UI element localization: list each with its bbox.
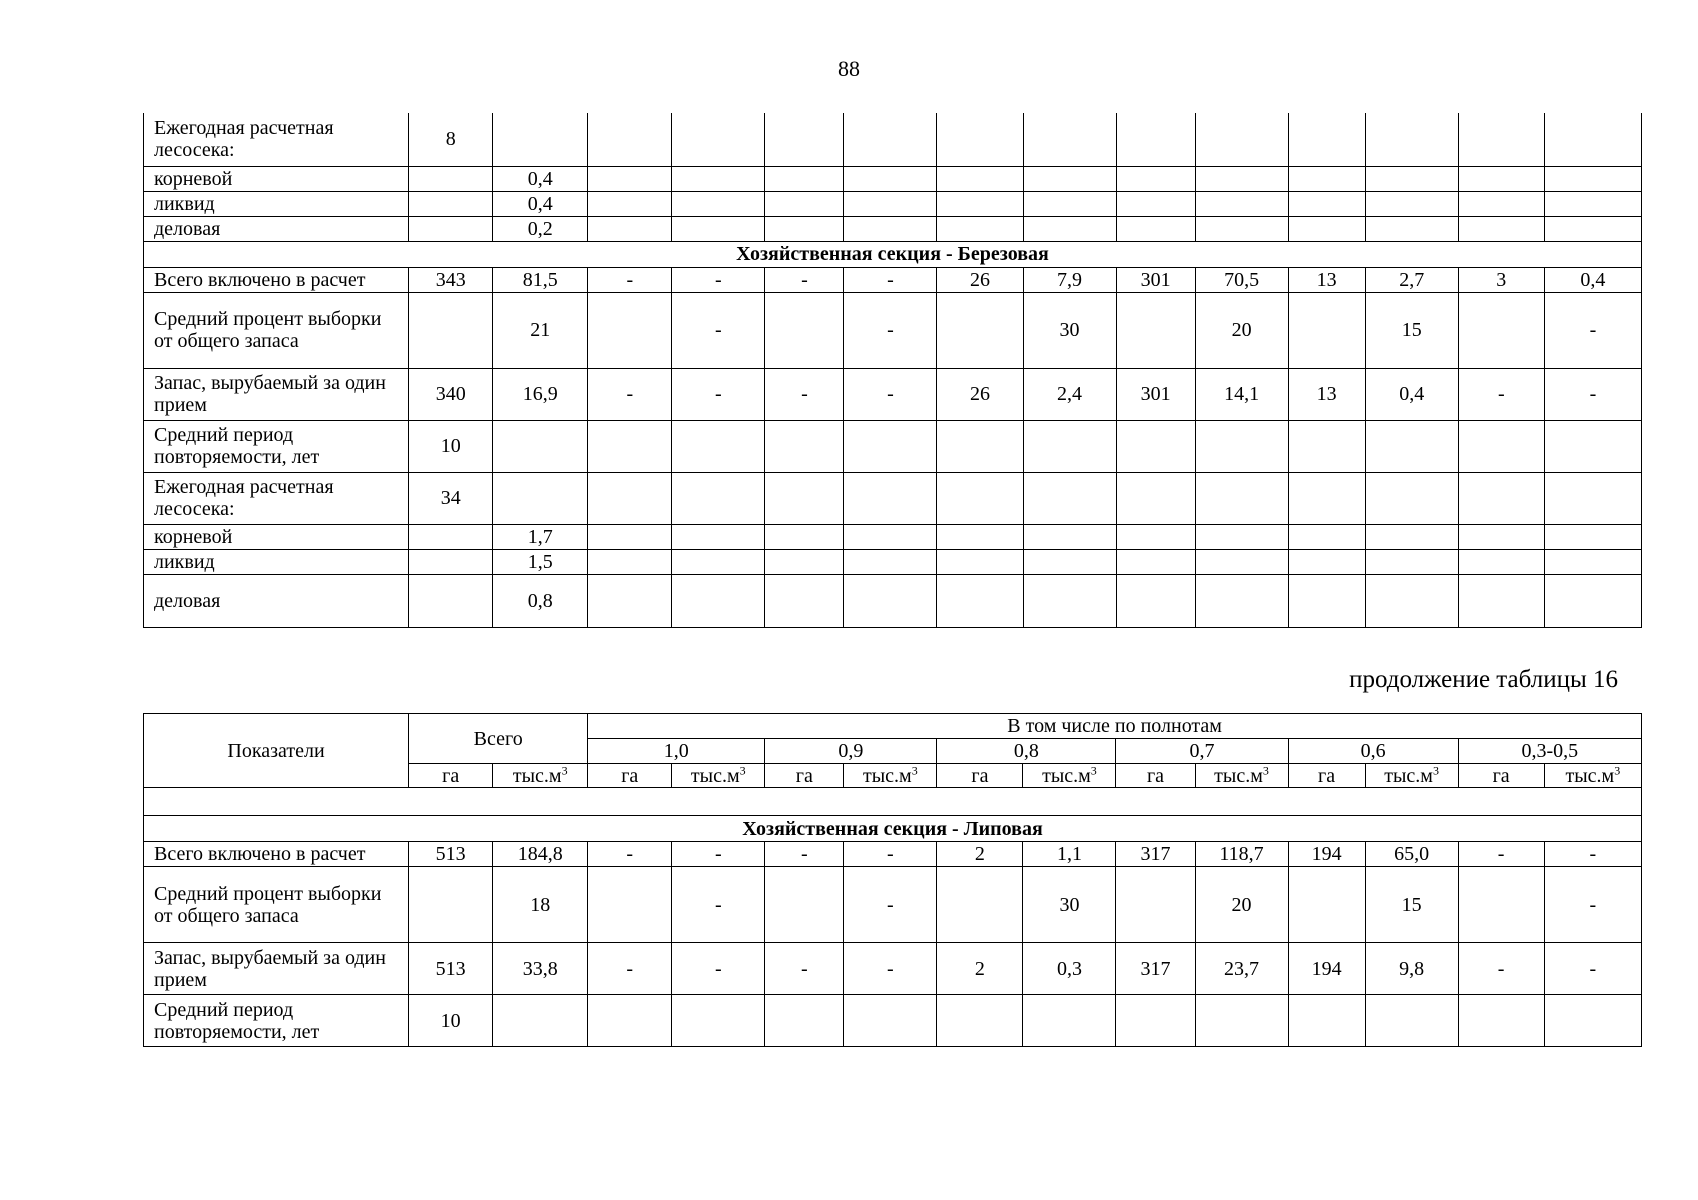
data-cell: 343 — [409, 267, 493, 292]
data-cell — [765, 472, 844, 524]
data-cell: - — [672, 292, 765, 368]
header-indicators: Показатели — [144, 714, 409, 788]
data-cell: 20 — [1195, 867, 1288, 943]
table-row — [144, 524, 1642, 549]
data-cell: 9,8 — [1365, 943, 1458, 995]
data-cell: 118,7 — [1195, 842, 1288, 867]
bottom-table-body — [144, 816, 1642, 1047]
row-label: Ежегодная расчетная лесосека: — [144, 113, 409, 166]
data-cell — [937, 216, 1023, 241]
row-label: корневой — [144, 166, 409, 191]
data-cell — [1023, 574, 1116, 627]
data-cell — [1544, 995, 1641, 1047]
row-label: Всего включено в расчет — [144, 842, 409, 867]
data-cell: 33,8 — [493, 943, 588, 995]
empty-cell — [144, 788, 1642, 816]
data-cell: 30 — [1023, 292, 1116, 368]
data-cell: 194 — [1288, 943, 1365, 995]
continuation-caption: продолжение таблицы 16 — [1349, 666, 1618, 693]
table-row — [144, 995, 1642, 1047]
data-cell — [765, 524, 844, 549]
data-cell — [1458, 191, 1544, 216]
data-cell — [1023, 472, 1116, 524]
row-label: деловая — [144, 574, 409, 627]
data-cell — [409, 216, 493, 241]
data-cell: 20 — [1195, 292, 1288, 368]
data-cell — [1288, 113, 1365, 166]
data-cell — [1195, 191, 1288, 216]
data-cell — [937, 995, 1023, 1047]
data-cell — [1288, 524, 1365, 549]
data-cell: 70,5 — [1195, 267, 1288, 292]
top-table-body — [144, 113, 1642, 627]
data-cell: 0,4 — [493, 166, 588, 191]
data-cell — [1458, 574, 1544, 627]
data-cell: 2 — [937, 842, 1023, 867]
data-cell — [672, 574, 765, 627]
table-row — [144, 472, 1642, 524]
data-cell — [1544, 549, 1641, 574]
section-row — [144, 816, 1642, 842]
data-cell: 21 — [493, 292, 588, 368]
data-cell — [1544, 191, 1641, 216]
data-cell — [1116, 524, 1195, 549]
data-cell — [937, 166, 1023, 191]
data-cell: 1,7 — [493, 524, 588, 549]
data-cell — [1365, 420, 1458, 472]
data-cell — [409, 867, 493, 943]
data-cell — [1458, 113, 1544, 166]
data-cell: - — [672, 842, 765, 867]
data-cell — [588, 867, 672, 943]
data-cell: 2,7 — [1365, 267, 1458, 292]
data-cell: - — [844, 867, 937, 943]
data-cell: 194 — [1288, 842, 1365, 867]
data-cell — [1544, 216, 1641, 241]
data-cell — [1195, 113, 1288, 166]
data-cell — [409, 549, 493, 574]
row-label: Средний процент выборки от общего запаса — [144, 292, 409, 368]
data-cell: - — [1458, 842, 1544, 867]
data-cell — [493, 113, 588, 166]
data-cell: - — [1544, 292, 1641, 368]
unit-volume: $тыс.м^3$ — [844, 764, 937, 788]
section-title: Хозяйственная секция - Березовая — [144, 241, 1642, 267]
data-cell — [409, 292, 493, 368]
data-cell — [409, 574, 493, 627]
data-cell — [765, 191, 844, 216]
data-cell: 14,1 — [1195, 368, 1288, 420]
data-cell: 0,4 — [1365, 368, 1458, 420]
data-cell: - — [1544, 368, 1641, 420]
data-cell — [1288, 995, 1365, 1047]
data-cell: 8 — [409, 113, 493, 166]
data-cell — [937, 549, 1023, 574]
data-cell: 26 — [937, 267, 1023, 292]
data-cell: - — [672, 867, 765, 943]
data-cell: - — [765, 267, 844, 292]
data-cell — [1195, 995, 1288, 1047]
data-cell: 34 — [409, 472, 493, 524]
data-cell — [1116, 166, 1195, 191]
data-cell — [765, 867, 844, 943]
data-cell: 184,8 — [493, 842, 588, 867]
bottom-table-header — [144, 714, 1642, 816]
data-cell — [1195, 574, 1288, 627]
data-cell — [1195, 420, 1288, 472]
data-cell — [765, 420, 844, 472]
data-cell — [1458, 472, 1544, 524]
data-cell — [588, 292, 672, 368]
data-cell: 317 — [1116, 943, 1195, 995]
table-row — [144, 113, 1642, 166]
bottom-table — [143, 713, 1642, 1047]
data-cell — [765, 574, 844, 627]
data-cell — [1458, 524, 1544, 549]
data-cell — [1195, 166, 1288, 191]
data-cell — [937, 867, 1023, 943]
data-cell: - — [1544, 842, 1641, 867]
data-cell — [1116, 867, 1195, 943]
data-cell: 2,4 — [1023, 368, 1116, 420]
data-cell — [1195, 216, 1288, 241]
data-cell — [672, 216, 765, 241]
unit-area: га — [937, 764, 1023, 788]
data-cell — [1288, 867, 1365, 943]
data-cell — [1023, 113, 1116, 166]
data-cell: - — [1544, 867, 1641, 943]
row-label: Средний процент выборки от общего запаса — [144, 867, 409, 943]
data-cell: 65,0 — [1365, 842, 1458, 867]
data-cell — [672, 549, 765, 574]
table-row — [144, 216, 1642, 241]
data-cell — [1365, 166, 1458, 191]
table-row — [144, 574, 1642, 627]
data-cell: 1,1 — [1023, 842, 1116, 867]
data-cell: - — [1544, 943, 1641, 995]
row-label: ликвид — [144, 549, 409, 574]
data-cell — [1458, 549, 1544, 574]
table-row — [144, 191, 1642, 216]
data-cell — [937, 292, 1023, 368]
data-cell — [672, 166, 765, 191]
data-cell: 26 — [937, 368, 1023, 420]
data-cell — [588, 524, 672, 549]
data-cell — [1023, 549, 1116, 574]
data-cell: 13 — [1288, 267, 1365, 292]
data-cell: - — [672, 368, 765, 420]
data-cell — [1365, 574, 1458, 627]
data-cell — [1458, 216, 1544, 241]
data-cell — [1023, 420, 1116, 472]
data-cell: - — [588, 267, 672, 292]
data-cell: 10 — [409, 995, 493, 1047]
data-cell — [1288, 420, 1365, 472]
data-cell — [1458, 995, 1544, 1047]
data-cell: 340 — [409, 368, 493, 420]
unit-area: га — [1458, 764, 1544, 788]
data-cell: 2 — [937, 943, 1023, 995]
row-label: Запас, вырубаемый за один прием — [144, 368, 409, 420]
data-cell — [844, 995, 937, 1047]
data-cell: 81,5 — [493, 267, 588, 292]
unit-volume: $тыс.м^3$ — [672, 764, 765, 788]
data-cell — [672, 995, 765, 1047]
data-cell — [937, 113, 1023, 166]
data-cell — [588, 420, 672, 472]
data-cell — [1023, 191, 1116, 216]
data-cell — [588, 574, 672, 627]
data-cell — [937, 524, 1023, 549]
data-cell — [1116, 216, 1195, 241]
data-cell — [1458, 292, 1544, 368]
data-cell — [1288, 472, 1365, 524]
data-cell — [765, 549, 844, 574]
data-cell: 10 — [409, 420, 493, 472]
data-cell — [672, 420, 765, 472]
unit-volume: $тыс.м^3$ — [1023, 764, 1116, 788]
data-cell: - — [1458, 368, 1544, 420]
data-cell: 301 — [1116, 368, 1195, 420]
data-cell — [1544, 524, 1641, 549]
table-row — [144, 549, 1642, 574]
table-row — [144, 292, 1642, 368]
row-label: деловая — [144, 216, 409, 241]
data-cell — [937, 420, 1023, 472]
data-cell — [1365, 113, 1458, 166]
header-total: Всего — [409, 714, 588, 764]
data-cell — [1544, 166, 1641, 191]
header-density: 0,3-0,5 — [1458, 739, 1641, 764]
data-cell: 15 — [1365, 292, 1458, 368]
data-cell: - — [765, 842, 844, 867]
data-cell — [1288, 216, 1365, 241]
data-cell — [1288, 549, 1365, 574]
data-cell — [1195, 472, 1288, 524]
data-cell — [1365, 216, 1458, 241]
data-cell: - — [672, 943, 765, 995]
unit-volume: $тыс.м^3$ — [1544, 764, 1641, 788]
section-title: Хозяйственная секция - Липовая — [144, 816, 1642, 842]
row-label: Всего включено в расчет — [144, 267, 409, 292]
unit-area: га — [1288, 764, 1365, 788]
data-cell — [409, 191, 493, 216]
data-cell — [1116, 574, 1195, 627]
data-cell: - — [844, 292, 937, 368]
data-cell — [1288, 166, 1365, 191]
data-cell: - — [844, 842, 937, 867]
data-cell: 7,9 — [1023, 267, 1116, 292]
data-cell: 317 — [1116, 842, 1195, 867]
data-cell — [765, 216, 844, 241]
data-cell — [1116, 995, 1195, 1047]
data-cell — [1458, 867, 1544, 943]
data-cell — [1116, 113, 1195, 166]
data-cell — [493, 472, 588, 524]
table-row — [144, 368, 1642, 420]
data-cell: 13 — [1288, 368, 1365, 420]
top-table — [143, 113, 1642, 628]
empty-row — [144, 788, 1642, 816]
table-row — [144, 267, 1642, 292]
data-cell — [937, 574, 1023, 627]
data-cell: 0,2 — [493, 216, 588, 241]
row-label: Средний период повторяемости, лет — [144, 420, 409, 472]
header-density: 0,7 — [1116, 739, 1288, 764]
data-cell — [672, 191, 765, 216]
data-cell — [1116, 420, 1195, 472]
row-label: ликвид — [144, 191, 409, 216]
data-cell — [1544, 113, 1641, 166]
data-cell — [1544, 472, 1641, 524]
data-cell: 513 — [409, 842, 493, 867]
data-cell — [844, 113, 937, 166]
data-cell — [765, 995, 844, 1047]
data-cell: 16,9 — [493, 368, 588, 420]
data-cell — [409, 166, 493, 191]
data-cell — [1116, 549, 1195, 574]
row-label: Средний период повторяемости, лет — [144, 995, 409, 1047]
data-cell — [844, 574, 937, 627]
data-cell — [1288, 191, 1365, 216]
data-cell — [672, 472, 765, 524]
row-label: Ежегодная расчетная лесосека: — [144, 472, 409, 524]
data-cell — [493, 995, 588, 1047]
data-cell — [1195, 549, 1288, 574]
data-cell — [1116, 472, 1195, 524]
data-cell — [1544, 420, 1641, 472]
data-cell — [1023, 216, 1116, 241]
data-cell — [588, 166, 672, 191]
data-cell — [1365, 191, 1458, 216]
row-label: корневой — [144, 524, 409, 549]
data-cell — [588, 472, 672, 524]
data-cell — [1458, 166, 1544, 191]
data-cell: 0,3 — [1023, 943, 1116, 995]
data-cell — [588, 995, 672, 1047]
data-cell: 3 — [1458, 267, 1544, 292]
unit-area: га — [409, 764, 493, 788]
unit-area: га — [765, 764, 844, 788]
data-cell: 30 — [1023, 867, 1116, 943]
row-label: Запас, вырубаемый за один прием — [144, 943, 409, 995]
data-cell: - — [844, 368, 937, 420]
data-cell — [1458, 420, 1544, 472]
data-cell — [844, 191, 937, 216]
data-cell: 15 — [1365, 867, 1458, 943]
data-cell: - — [844, 267, 937, 292]
data-cell — [844, 216, 937, 241]
data-cell — [1365, 472, 1458, 524]
data-cell: - — [672, 267, 765, 292]
data-cell: 513 — [409, 943, 493, 995]
data-cell — [1288, 574, 1365, 627]
data-cell — [1544, 574, 1641, 627]
data-cell — [1023, 166, 1116, 191]
section-row — [144, 241, 1642, 267]
data-cell: - — [588, 368, 672, 420]
data-cell: - — [588, 842, 672, 867]
data-cell: 23,7 — [1195, 943, 1288, 995]
table-row — [144, 867, 1642, 943]
data-cell — [1116, 191, 1195, 216]
unit-area: га — [1116, 764, 1195, 788]
header-density: 1,0 — [588, 739, 765, 764]
header-including-by-density: В том числе по полнотам — [588, 714, 1642, 739]
data-cell — [1116, 292, 1195, 368]
header-density: 0,8 — [937, 739, 1116, 764]
header-density: 0,9 — [765, 739, 937, 764]
data-cell — [844, 472, 937, 524]
data-cell — [844, 524, 937, 549]
data-cell — [588, 113, 672, 166]
data-cell — [493, 420, 588, 472]
table-row — [144, 943, 1642, 995]
table-row — [144, 842, 1642, 867]
data-cell — [1195, 524, 1288, 549]
data-cell: 301 — [1116, 267, 1195, 292]
data-cell: - — [765, 368, 844, 420]
data-cell: 1,5 — [493, 549, 588, 574]
data-cell: 0,4 — [493, 191, 588, 216]
header-density: 0,6 — [1288, 739, 1458, 764]
data-cell: - — [1458, 943, 1544, 995]
unit-volume: $тыс.м^3$ — [1365, 764, 1458, 788]
data-cell — [844, 549, 937, 574]
data-cell: 18 — [493, 867, 588, 943]
data-cell — [1288, 292, 1365, 368]
data-cell — [1365, 549, 1458, 574]
data-cell — [1023, 524, 1116, 549]
table-row — [144, 166, 1642, 191]
data-cell — [844, 166, 937, 191]
data-cell — [844, 420, 937, 472]
data-cell — [672, 524, 765, 549]
data-cell — [588, 549, 672, 574]
data-cell: 0,8 — [493, 574, 588, 627]
data-cell — [937, 472, 1023, 524]
page-number: 88 — [838, 56, 860, 81]
data-cell: - — [588, 943, 672, 995]
data-cell — [765, 166, 844, 191]
data-cell — [1023, 995, 1116, 1047]
unit-volume: $тыс.м^3$ — [493, 764, 588, 788]
data-cell — [1365, 995, 1458, 1047]
data-cell — [937, 191, 1023, 216]
unit-volume: $тыс.м^3$ — [1195, 764, 1288, 788]
data-cell: 0,4 — [1544, 267, 1641, 292]
data-cell — [672, 113, 765, 166]
data-cell — [409, 524, 493, 549]
table-row — [144, 420, 1642, 472]
data-cell — [765, 113, 844, 166]
data-cell — [588, 191, 672, 216]
data-cell: - — [844, 943, 937, 995]
data-cell: - — [765, 943, 844, 995]
data-cell — [588, 216, 672, 241]
unit-area: га — [588, 764, 672, 788]
data-cell — [765, 292, 844, 368]
data-cell — [1365, 524, 1458, 549]
